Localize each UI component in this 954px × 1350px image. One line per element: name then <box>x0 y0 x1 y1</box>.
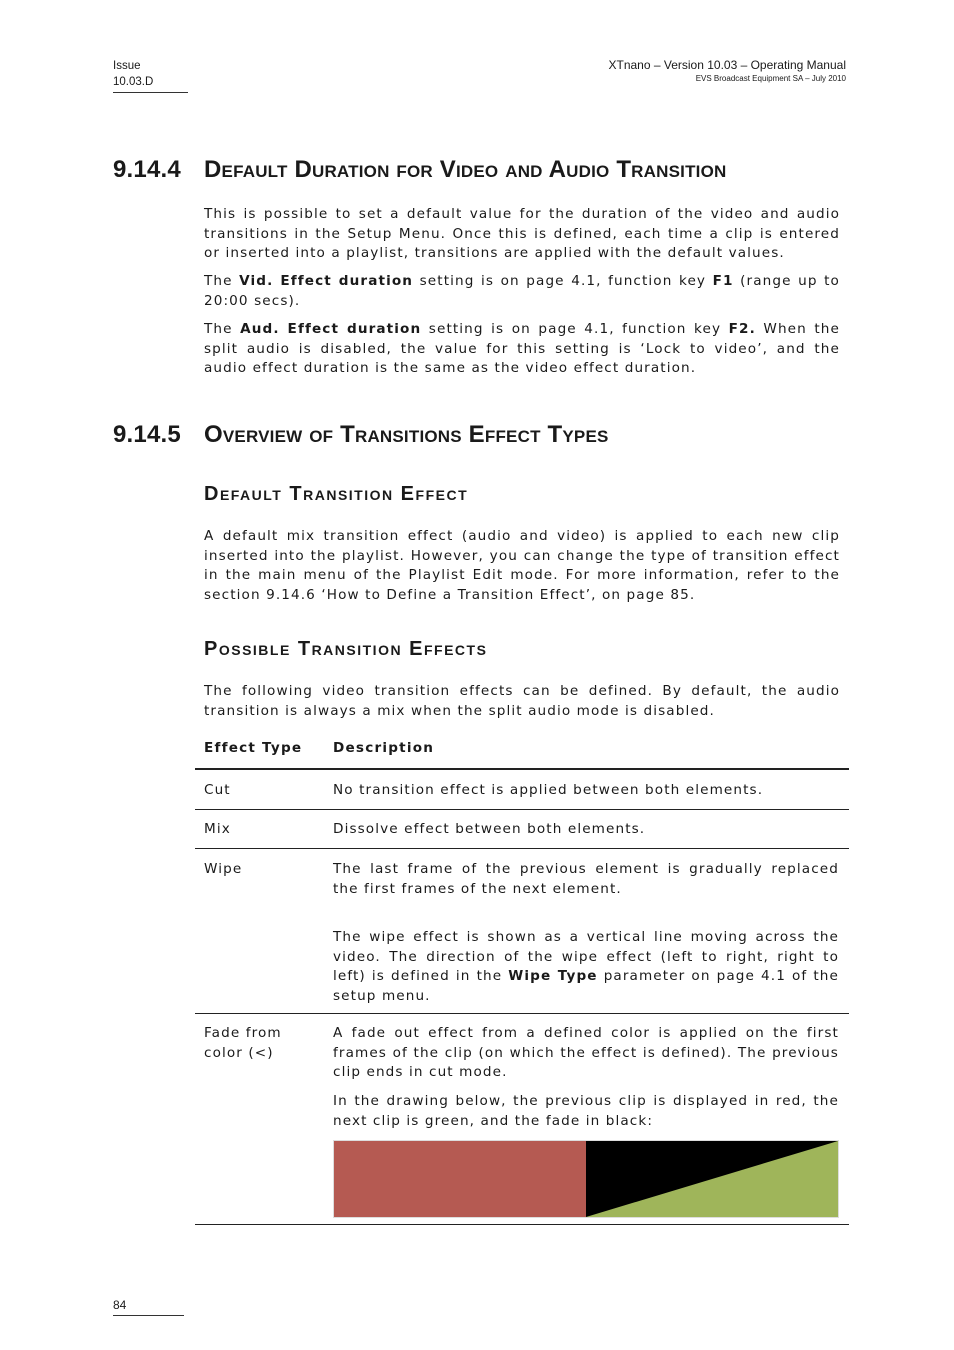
manual-title: XTnano – Version 10.03 – Operating Manual <box>608 58 846 72</box>
paragraph: The following video transition effects can be defined. By default, the audio transition is always a mix when the split audio mode is disabled. <box>204 683 840 719</box>
table-header-rule <box>195 768 849 770</box>
subheading-default-transition: Default Transition Effect <box>204 483 469 505</box>
company-line: EVS Broadcast Equipment SA – July 2010 <box>695 74 846 83</box>
table-row-divider <box>195 1013 849 1014</box>
subheading-possible-transitions: Possible Transition Effects <box>204 638 488 660</box>
parameter-name: Wipe Type <box>508 968 598 984</box>
section-number: 9.14.4 <box>113 156 181 183</box>
section-heading-9145 <box>113 421 609 449</box>
paragraph-vid-duration: The Vid. Effect duration setting is on page 4.1, function key F1 (range up to 20:00 secs). <box>204 273 840 309</box>
table-header-description: Description <box>333 740 435 756</box>
function-key: F1 <box>712 273 734 289</box>
table-header-effect-type: Effect Type <box>204 740 303 756</box>
table-cell-type: Mix <box>204 821 231 837</box>
setting-name: Vid. Effect duration <box>239 273 414 289</box>
table-row-divider <box>195 809 849 810</box>
section-title: Default Duration for Video and Audio Transition <box>204 156 727 183</box>
function-key: F2. <box>728 321 756 337</box>
table-cell-desc: Dissolve effect between both elements. <box>333 821 646 837</box>
table-bottom-rule <box>195 1224 849 1225</box>
issue-number: 10.03.D <box>113 76 154 88</box>
table-cell-desc: A fade out effect from a defined color is applied on the first frames of the clip (on which the effect is defined). The previous clip ends in cut mode. <box>333 1025 839 1080</box>
previous-clip-block <box>334 1141 586 1217</box>
issue-block <box>113 58 188 93</box>
section-title: Overview of Transitions Effect Types <box>204 421 609 448</box>
fade-transition-drawing <box>333 1140 839 1218</box>
table-cell-desc-wipe-type: The wipe effect is shown as a vertical line moving across the video. The direction of the wipe effect (left to right, right to left) is defined in the Wipe Type parameter on page 4.1 of the setup menu. <box>333 929 839 1004</box>
section-number: 9.14.5 <box>113 421 181 448</box>
manual-header <box>609 58 847 84</box>
table-cell-desc-drawing-note: In the drawing below, the previous clip is displayed in red, the next clip is green, and the fade in black: <box>333 1093 839 1129</box>
table-cell-type: Cut <box>204 782 231 798</box>
issue-label: Issue <box>113 60 141 72</box>
setting-name: Aud. Effect duration <box>240 321 422 337</box>
table-cell-type: Fade from color (<) <box>204 1025 282 1061</box>
table-cell-desc: The last frame of the previous element is gradually replaced the first frames of the next element. <box>333 861 839 897</box>
table-row-divider <box>195 848 849 849</box>
paragraph: A default mix transition effect (audio and video) is applied to each new clip inserted into the playlist. However, you can change the type of transition effect in the main menu of the Playlist Edit mode. For more information, refer to the section 9.14.6 ‘How to Define a Transition Effect’, on page 85. <box>204 528 840 603</box>
paragraph: This is possible to set a default value for the duration of the video and audio transitions in the Setup Menu. Once this is defined, each time a clip is entered or inserted into a playlist, transitions are applied with the default values. <box>204 206 840 261</box>
section-heading-9144 <box>113 156 726 184</box>
table-cell-desc: No transition effect is applied between both elements. <box>333 782 764 798</box>
paragraph-aud-duration: The Aud. Effect duration setting is on page 4.1, function key F2. When the split audio is disabled, the value for this setting is ‘Lock to video’, and the audio effect duration is the same as the video effect duration. <box>204 321 840 376</box>
table-cell-type: Wipe <box>204 861 243 877</box>
page-number: 84 <box>113 1297 184 1316</box>
